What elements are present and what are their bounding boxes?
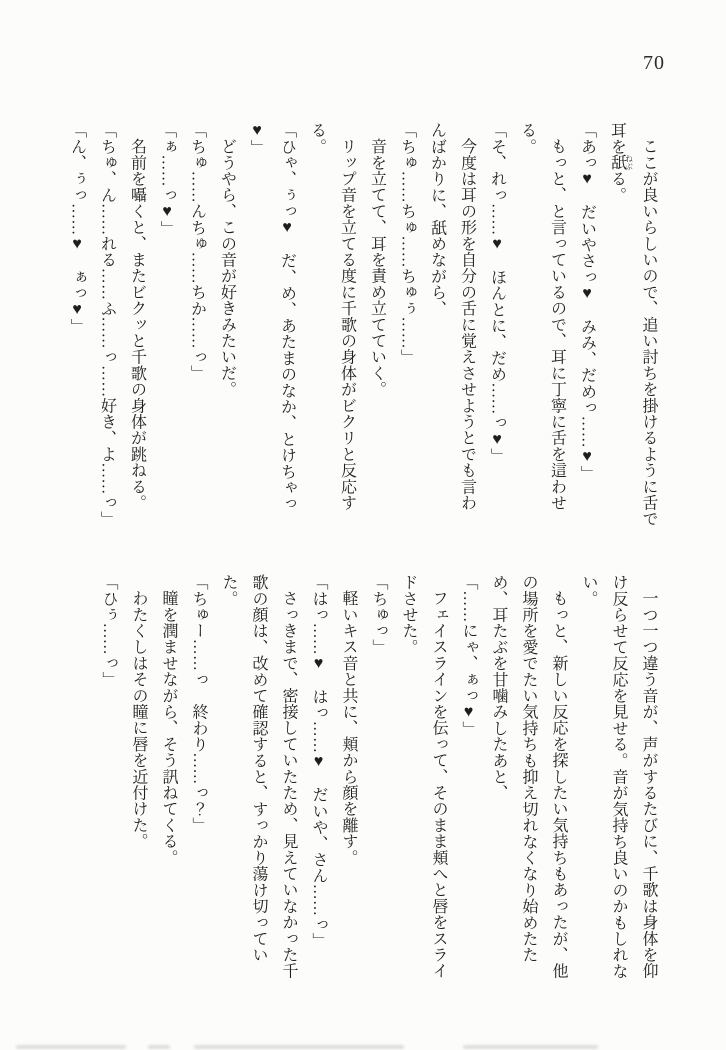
- text-column: 「ちゅっ」: [370, 574, 387, 655]
- text-column: 瞳を潤ませながら、そう訊ねてくる。: [160, 590, 177, 866]
- page-number: 70: [643, 52, 665, 74]
- text-column: もっと、と言っているので、耳に丁寧に舌を這わせる。: [518, 122, 566, 511]
- text-column: フェイスラインを伝って、そのまま頬へと唇をスライ: [430, 590, 447, 979]
- text-column: 「ちゅ……ちゅ……ちゅぅ……」: [398, 122, 416, 365]
- lower-text-block: [93, 574, 663, 988]
- upper-text-block: [62, 122, 664, 536]
- text-column: 「ちゅ……んちゅ……ちか……っ」: [188, 122, 206, 382]
- text-column: どうやら、この音が好きみたいだ。: [218, 138, 236, 398]
- text-column: め、耳たぶを甘噛みしたあと、: [490, 574, 507, 801]
- text-column: 「……にゃ、ぁっ♥」: [460, 574, 477, 737]
- text-column: 「はっ……♥ はっ……♥ だいや、さん……っ」: [310, 574, 327, 949]
- text-column: もっと、新しい反応を探したい気持ちもあったが、他: [550, 590, 567, 979]
- text-column: 歌の顔は、改めて確認すると、すっかり蕩け切っていた。: [220, 574, 267, 963]
- text-column: 軽いキス音と共に、頬から顔を離す。: [340, 590, 357, 866]
- text-column: け反らせて反応を見せる。音が気持ち良いのかもしれな: [610, 574, 627, 979]
- text-column: ドさせた。: [400, 574, 417, 655]
- text-column: さっきまで、密接していたため、見えていなかった千: [280, 590, 297, 979]
- text-column: 「ちゅ、ん……れる……ふ……っ……好き、よ……っ」: [98, 122, 116, 527]
- text-column: の場所を愛でたい気持ちも抑え切れなくなり始めたた: [520, 574, 537, 963]
- text-column: 「ちゅー……っ 終わり……っ？」: [190, 574, 207, 834]
- scan-artifact: [194, 1045, 404, 1049]
- scan-artifact: [148, 1045, 170, 1049]
- text-column: 名前を囁くと、またビクッと千歌の身体が跳ねる。: [128, 138, 146, 511]
- text-column: 音を立てて、耳を責め立てていく。: [368, 138, 386, 398]
- scan-artifact: [16, 1045, 126, 1049]
- text-column: 「ひゃ、ぅっ♥ だ、め、あたまのなか、とけちゃっ♥」: [248, 122, 296, 512]
- text-column: 「ひぅ……っ」: [100, 574, 117, 688]
- text-column: んばかりに、舐めながら、: [428, 122, 446, 317]
- text-column: ここが良いらしいので、追い討ちを掛けるように舌で: [640, 138, 657, 527]
- scan-artifact: [463, 1045, 598, 1049]
- text-column: 「そ、れっ……♥ ほんとに、だめ……っ♥」: [488, 122, 506, 465]
- text-column: 「ぁ……っ♥」: [158, 122, 176, 237]
- text-column: リップ音を立てる度に千歌の身体がビクリと反応す: [338, 138, 356, 511]
- text-column: わたくしはその瞳に唇を近付けた。: [130, 590, 147, 850]
- text-column: 耳を舐 ねぶる。: [608, 122, 634, 204]
- text-column: 一つ一つ違う音が、声がするたびに、千歌は身体を仰: [640, 590, 657, 979]
- furigana: ねぶ: [624, 154, 634, 171]
- text-column: る。: [308, 122, 326, 155]
- text-column: 今度は耳の形を自分の舌に覚えさせようとでも言わ: [458, 138, 476, 511]
- text-column: 「あっ♥ だいやさっ♥ みみ、だめっ……♥」: [578, 122, 596, 482]
- text-column: 「ん、ぅっ……♥ ぁっ♥」: [68, 122, 86, 335]
- text-column: い。: [580, 574, 597, 607]
